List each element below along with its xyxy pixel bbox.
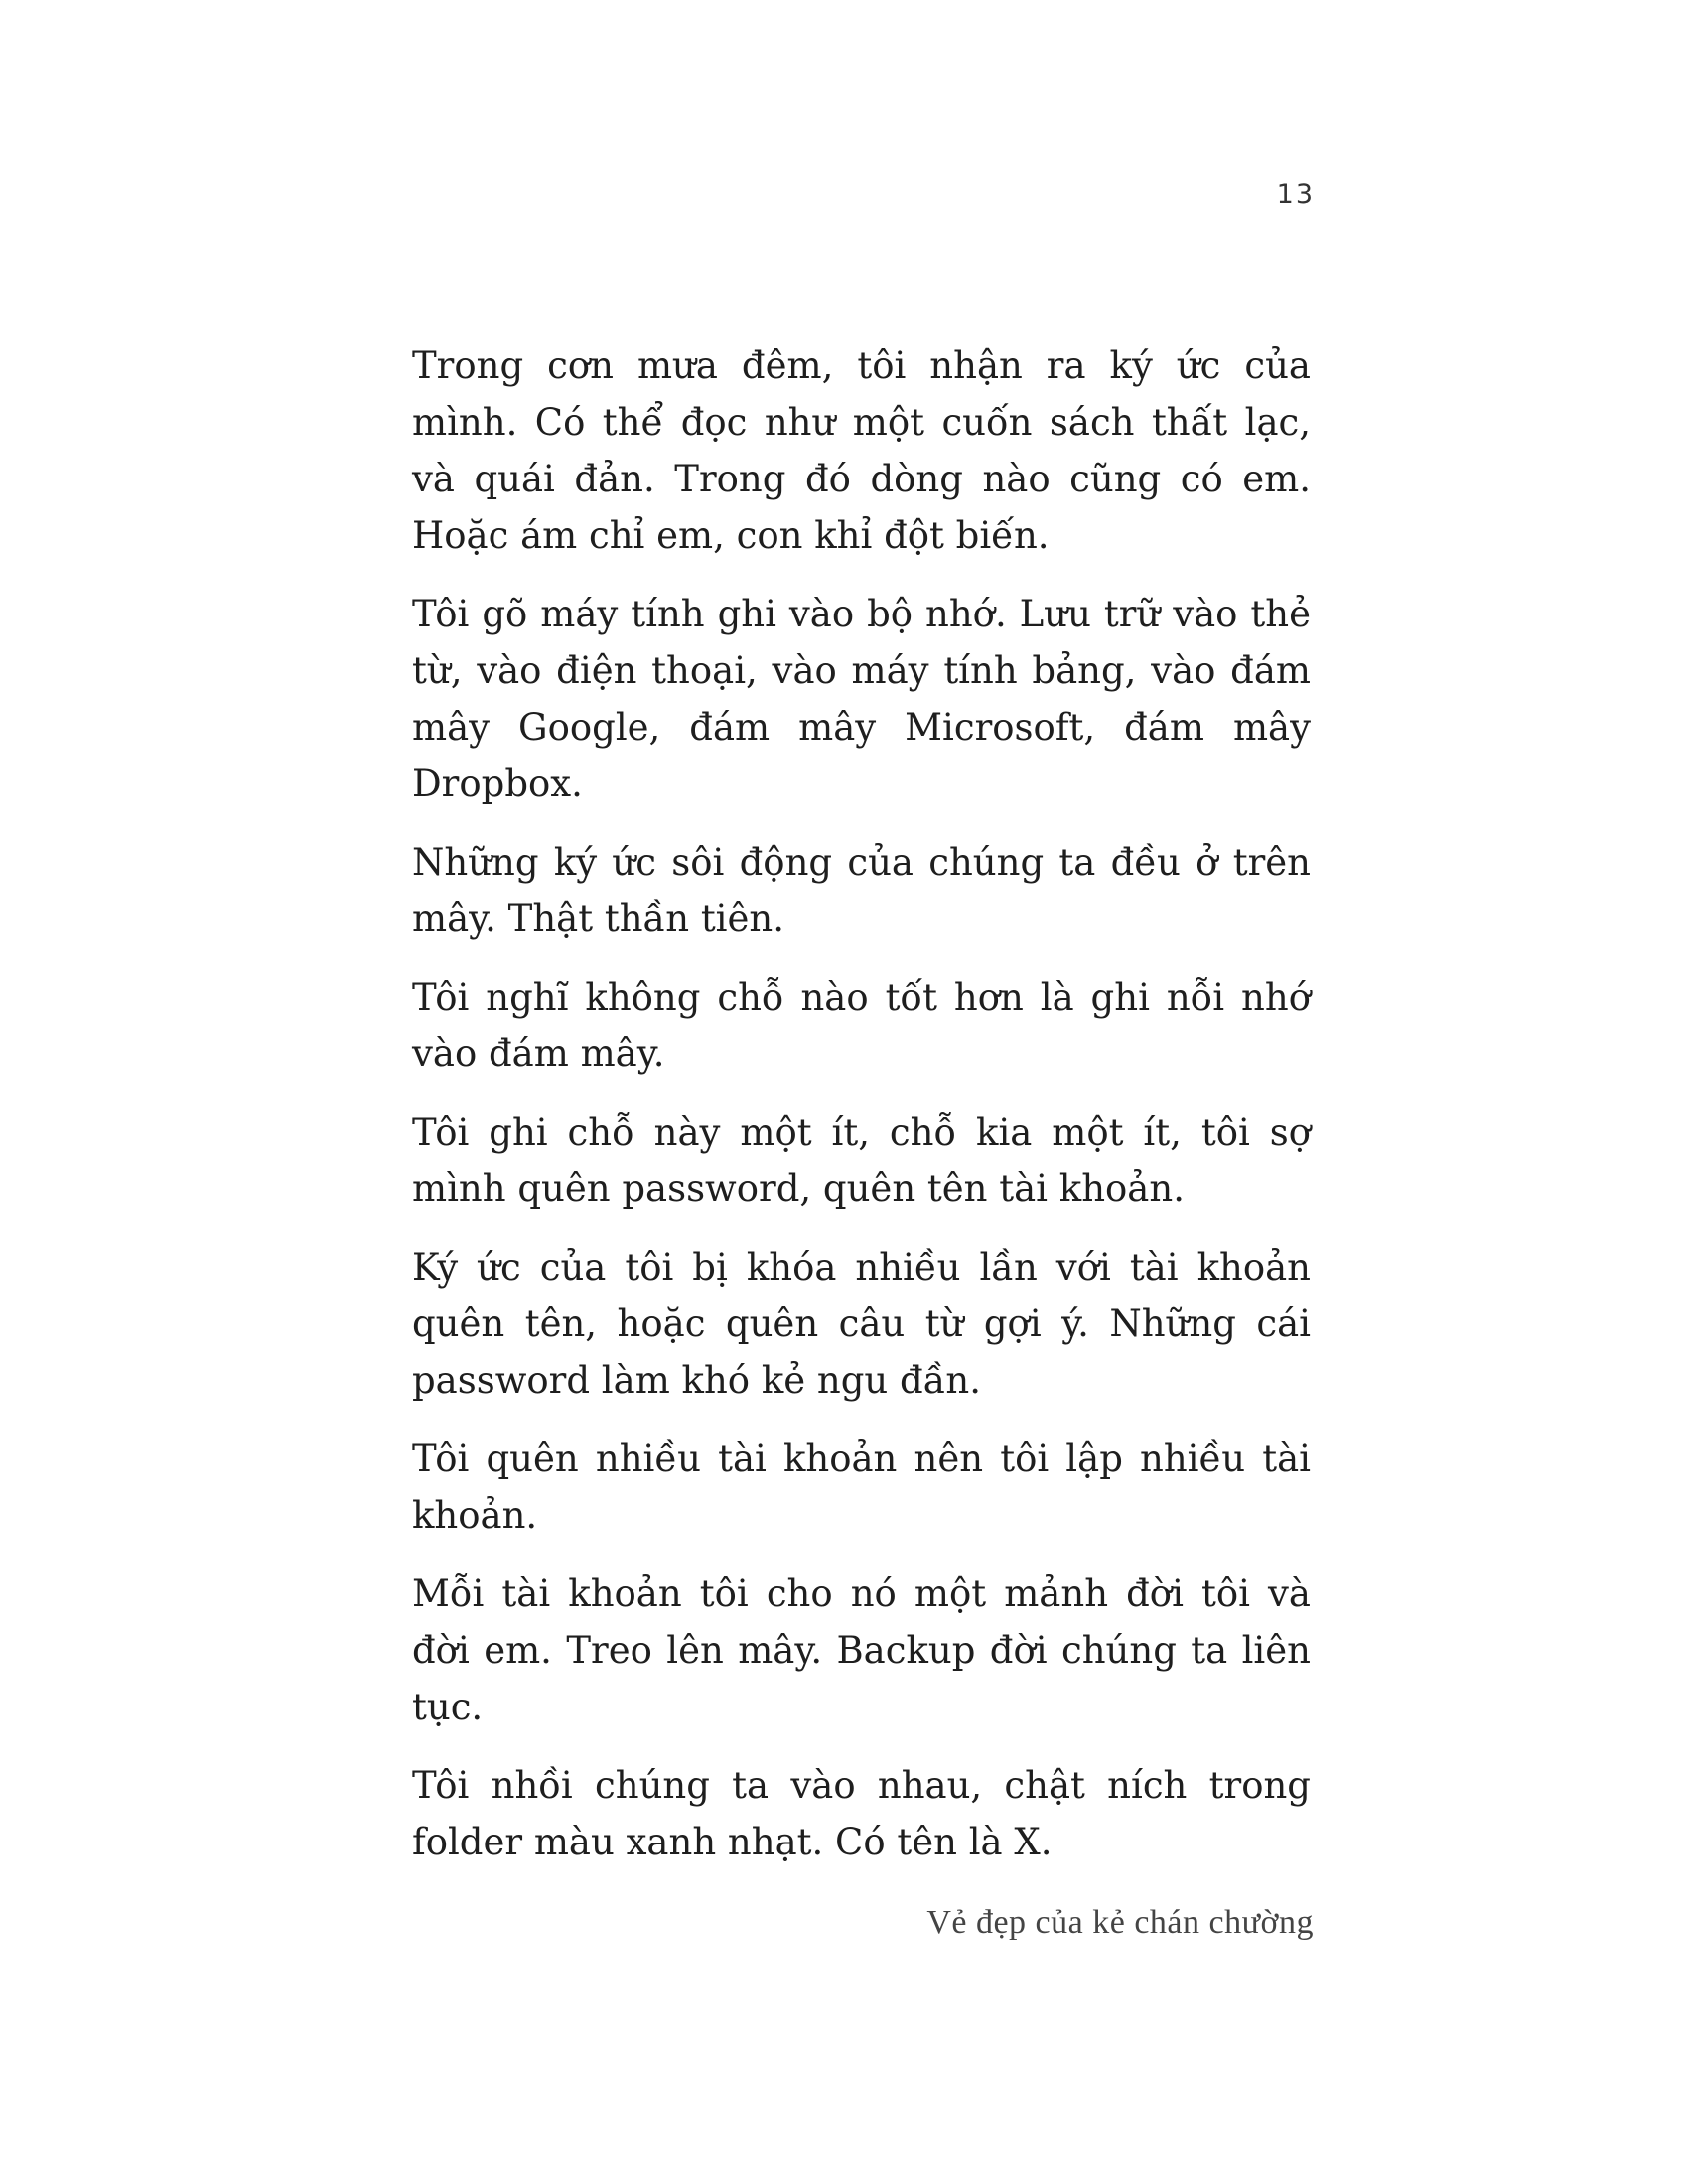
paragraph: Tôi quên nhiều tài khoản nên tôi lập nhiều tài khoản.: [412, 1437, 1311, 1537]
paragraph: Tôi ghi chỗ này một ít, chỗ kia một ít, tôi sợ mình quên password, quên tên tài khoản.: [412, 1111, 1311, 1210]
page-number: 13: [1276, 179, 1315, 209]
paragraph: Tôi nhồi chúng ta vào nhau, chật ních trong folder màu xanh nhạt. Có tên là X.: [412, 1764, 1311, 1863]
paragraph: Mỗi tài khoản tôi cho nó một mảnh đời tôi và đời em. Treo lên mây. Backup đời chúng ta liên tục.: [412, 1572, 1311, 1728]
body-text: [412, 338, 1311, 1892]
paragraph: Những ký ức sôi động của chúng ta đều ở trên mây. Thật thần tiên.: [412, 841, 1311, 940]
paragraph: Tôi gõ máy tính ghi vào bộ nhớ. Lưu trữ vào thẻ từ, vào điện thoại, vào máy tính bảng, vào đám mây Google, đám mây Microsoft, đám mây Dropbox.: [412, 593, 1311, 805]
paragraph: Tôi nghĩ không chỗ nào tốt hơn là ghi nỗi nhớ vào đám mây.: [412, 976, 1311, 1075]
paragraph: Trong cơn mưa đêm, tôi nhận ra ký ức của mình. Có thể đọc như một cuốn sách thất lạc, và quái đản. Trong đó dòng nào cũng có em. Hoặc ám chỉ em, con khỉ đột biến.: [412, 344, 1311, 557]
paragraph: Ký ức của tôi bị khóa nhiều lần với tài khoản quên tên, hoặc quên câu từ gợi ý. Những cái password làm khó kẻ ngu đần.: [412, 1246, 1311, 1402]
running-footer: Vẻ đẹp của kẻ chán chường: [926, 1904, 1314, 1941]
